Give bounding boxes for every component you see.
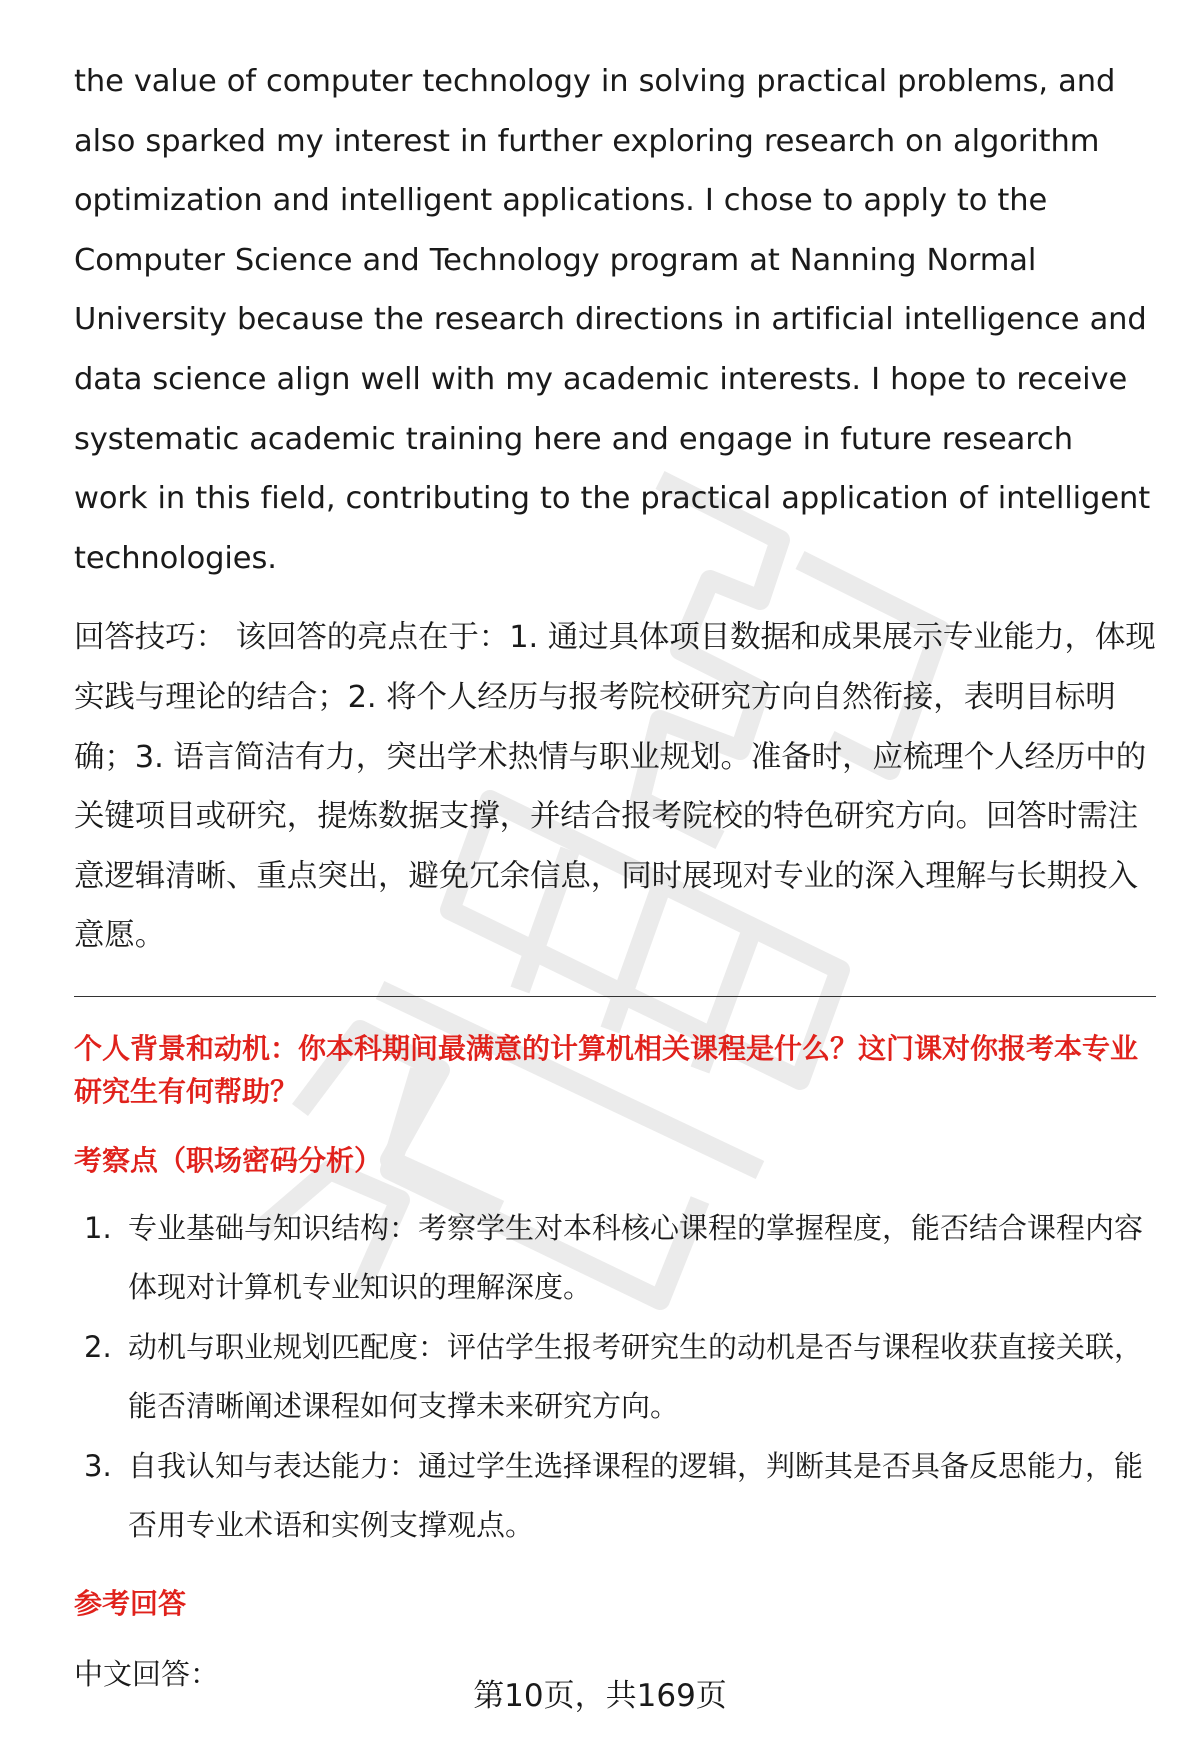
reference-answer-heading: 参考回答 <box>74 1586 187 1620</box>
exam-points-list <box>74 1199 1156 1556</box>
page-content <box>74 52 1156 1694</box>
exam-points-heading: 考察点（职场密码分析） <box>74 1143 383 1177</box>
list-item <box>74 1199 1156 1318</box>
list-item-text: 专业基础与知识结构：考察学生对本科核心课程的掌握程度，能否结合课程内容体现对计算机专业知识的理解深度。 <box>128 1210 1144 1305</box>
list-item-text: 自我认知与表达能力：通过学生选择课程的逻辑，判断其是否具备反思能力，能否用专业术语和实例支撑观点。 <box>128 1448 1144 1543</box>
list-item <box>74 1318 1156 1437</box>
page-indicator: 第10页，共169页 <box>473 1678 727 1714</box>
chinese-answer-label: 中文回答： <box>74 1656 220 1691</box>
list-item-number: 3. <box>84 1448 112 1483</box>
section-divider <box>74 996 1156 997</box>
list-item-text: 动机与职业规划匹配度：评估学生报考研究生的动机是否与课程收获直接关联，能否清晰阐述课程如何支撑未来研究方向。 <box>128 1329 1144 1424</box>
answer-tip-paragraph: 回答技巧： 该回答的亮点在于：1. 通过具体项目数据和成果展示专业能力，体现实践与理论的结合；2. 将个人经历与报考院校研究方向自然衔接，表明目标明确；3. 语言简洁有力，突出学术热情与职业规划。准备时，应梳理个人经历中的关键项目或研究，提炼数据支撑，并结合报考院校的特色研究方向。回答时需注意逻辑清晰、重点突出，避免冗余信息，同时展现对专业的深入理解与长期投入意愿。 <box>74 620 1156 954</box>
list-item <box>74 1437 1156 1556</box>
list-item-number: 2. <box>84 1329 112 1364</box>
english-answer-paragraph: the value of computer technology in solving practical problems, and also sparked my interest in further exploring research on algorithm optimization and intelligent applications. I chose to apply to the Computer Science and Technology program at Nanning Normal University because the research directions in artificial intelligence and data science align well with my academic interests. I hope to receive systematic academic training here and engage in future research work in this field, contributing to the practical application of intelligent technologies. <box>74 64 1151 576</box>
question-heading: 个人背景和动机：你本科期间最满意的计算机相关课程是什么？这门课对你报考本专业研究生有何帮助？ <box>74 1031 1139 1108</box>
list-item-number: 1. <box>84 1210 112 1245</box>
